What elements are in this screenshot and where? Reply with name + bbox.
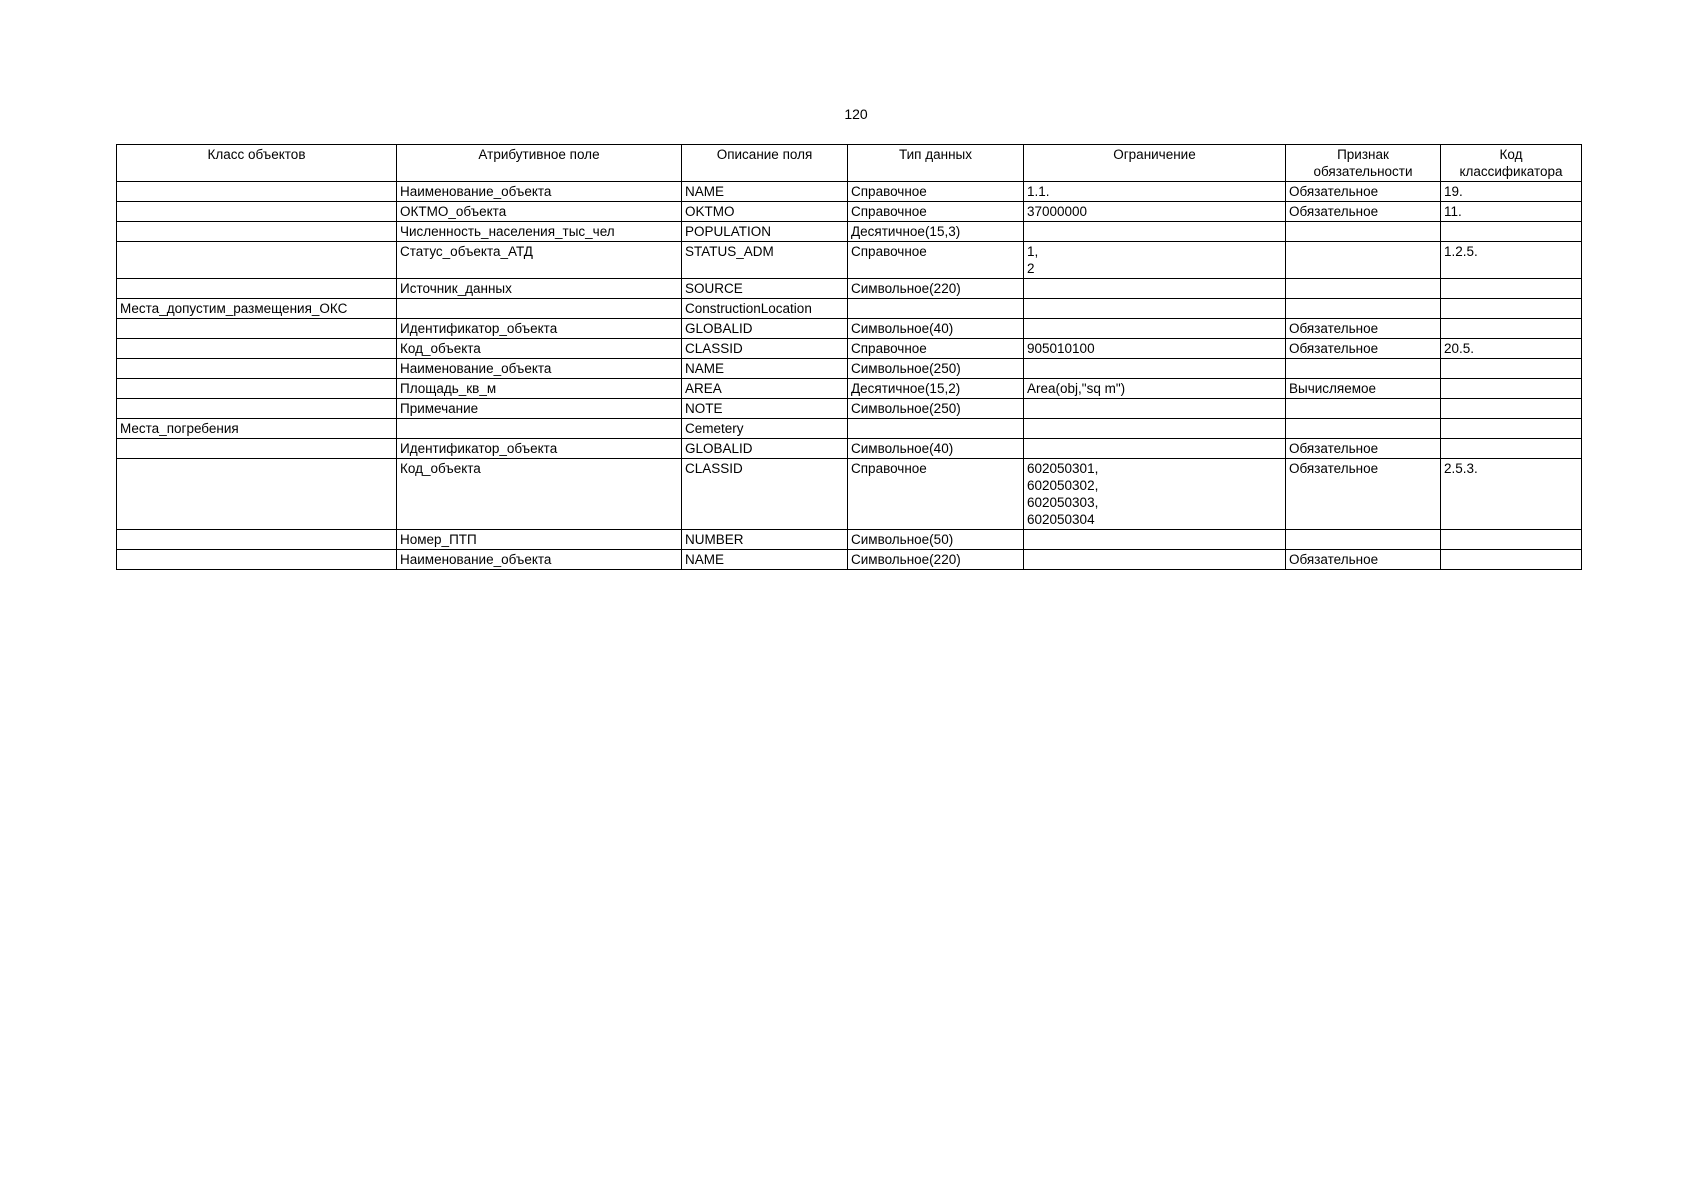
- field-description-cell: SOURCE: [682, 279, 848, 299]
- data-type-cell: Символьное(50): [848, 530, 1024, 550]
- constraint-cell: Area(obj,"sq m"): [1024, 379, 1286, 399]
- attribute-field-cell: [397, 419, 682, 439]
- constraint-cell: 1.1.: [1024, 182, 1286, 202]
- required-flag-cell: Обязательное: [1286, 339, 1441, 359]
- header-constraint: Ограничение: [1024, 145, 1286, 182]
- required-flag-cell: [1286, 279, 1441, 299]
- data-type-cell: Символьное(250): [848, 399, 1024, 419]
- attribute-field-cell: [397, 299, 682, 319]
- attribute-field-cell: Статус_объекта_АТД: [397, 242, 682, 279]
- attribute-field-cell: Код_объекта: [397, 459, 682, 530]
- field-description-cell: NAME: [682, 182, 848, 202]
- required-flag-cell: Обязательное: [1286, 319, 1441, 339]
- object-class-cell: [117, 530, 397, 550]
- required-flag-cell: [1286, 399, 1441, 419]
- field-description-cell: OKTMO: [682, 202, 848, 222]
- attribute-field-cell: Численность_населения_тыс_чел: [397, 222, 682, 242]
- attribute-field-cell: Идентификатор_объекта: [397, 319, 682, 339]
- classifier-code-cell: [1441, 399, 1582, 419]
- attribute-field-cell: ОКТМО_объекта: [397, 202, 682, 222]
- classifier-code-cell: [1441, 419, 1582, 439]
- required-flag-cell: Обязательное: [1286, 182, 1441, 202]
- data-type-cell: Символьное(220): [848, 279, 1024, 299]
- constraint-cell: [1024, 279, 1286, 299]
- data-type-cell: Справочное: [848, 182, 1024, 202]
- attribute-field-cell: Код_объекта: [397, 339, 682, 359]
- constraint-cell: 1, 2: [1024, 242, 1286, 279]
- header-field-description: Описание поля: [682, 145, 848, 182]
- field-description-cell: GLOBALID: [682, 319, 848, 339]
- table-row: [117, 439, 1582, 459]
- required-flag-cell: Обязательное: [1286, 202, 1441, 222]
- object-class-cell: [117, 339, 397, 359]
- attribute-field-cell: Площадь_кв_м: [397, 379, 682, 399]
- object-class-cell: [117, 399, 397, 419]
- data-type-cell: [848, 419, 1024, 439]
- page-number: 120: [844, 106, 868, 122]
- field-description-cell: NOTE: [682, 399, 848, 419]
- data-type-cell: [848, 299, 1024, 319]
- table-row: [117, 379, 1582, 399]
- classifier-code-cell: [1441, 359, 1582, 379]
- data-type-cell: Справочное: [848, 459, 1024, 530]
- required-flag-cell: Обязательное: [1286, 459, 1441, 530]
- constraint-cell: [1024, 222, 1286, 242]
- object-class-cell: [117, 359, 397, 379]
- object-class-cell: Места_допустим_размещения_ОКС: [117, 299, 397, 319]
- table-row: [117, 242, 1582, 279]
- required-flag-cell: Вычисляемое: [1286, 379, 1441, 399]
- classifier-code-cell: [1441, 319, 1582, 339]
- classifier-code-cell: 11.: [1441, 202, 1582, 222]
- attribute-field-cell: Примечание: [397, 399, 682, 419]
- table-row: [117, 550, 1582, 570]
- constraint-cell: 602050301, 602050302, 602050303, 602050304: [1024, 459, 1286, 530]
- attribute-field-cell: Наименование_объекта: [397, 182, 682, 202]
- table-row: [117, 339, 1582, 359]
- field-description-cell: AREA: [682, 379, 848, 399]
- table-row: [117, 202, 1582, 222]
- required-flag-cell: Обязательное: [1286, 439, 1441, 459]
- field-description-cell: Cemetery: [682, 419, 848, 439]
- table-row: [117, 279, 1582, 299]
- classifier-code-cell: [1441, 439, 1582, 459]
- object-class-cell: [117, 439, 397, 459]
- data-type-cell: Символьное(40): [848, 439, 1024, 459]
- required-flag-cell: [1286, 299, 1441, 319]
- constraint-cell: [1024, 419, 1286, 439]
- required-flag-cell: [1286, 359, 1441, 379]
- header-required-flag: Признак обязательности: [1286, 145, 1441, 182]
- classifier-code-cell: 19.: [1441, 182, 1582, 202]
- required-flag-cell: [1286, 222, 1441, 242]
- object-class-cell: [117, 202, 397, 222]
- constraint-cell: [1024, 319, 1286, 339]
- object-class-cell: [117, 319, 397, 339]
- classifier-code-cell: [1441, 222, 1582, 242]
- object-class-cell: [117, 550, 397, 570]
- data-type-cell: Справочное: [848, 202, 1024, 222]
- table-row: [117, 399, 1582, 419]
- data-type-cell: Десятичное(15,2): [848, 379, 1024, 399]
- object-class-cell: [117, 242, 397, 279]
- classifier-code-cell: [1441, 530, 1582, 550]
- constraint-cell: [1024, 399, 1286, 419]
- constraint-cell: 37000000: [1024, 202, 1286, 222]
- field-description-cell: GLOBALID: [682, 439, 848, 459]
- table-row: [117, 459, 1582, 530]
- object-class-cell: [117, 379, 397, 399]
- field-description-cell: STATUS_ADM: [682, 242, 848, 279]
- constraint-cell: [1024, 550, 1286, 570]
- object-class-cell: Места_погребения: [117, 419, 397, 439]
- object-class-cell: [117, 182, 397, 202]
- classifier-code-cell: 2.5.3.: [1441, 459, 1582, 530]
- field-description-cell: NAME: [682, 359, 848, 379]
- classifier-code-cell: [1441, 299, 1582, 319]
- classifier-code-cell: 1.2.5.: [1441, 242, 1582, 279]
- required-flag-cell: [1286, 530, 1441, 550]
- classifier-code-cell: [1441, 279, 1582, 299]
- data-type-cell: Справочное: [848, 242, 1024, 279]
- field-description-cell: NUMBER: [682, 530, 848, 550]
- attribute-field-cell: Наименование_объекта: [397, 359, 682, 379]
- data-type-cell: Символьное(40): [848, 319, 1024, 339]
- data-type-cell: Символьное(250): [848, 359, 1024, 379]
- field-description-cell: CLASSID: [682, 339, 848, 359]
- object-class-cell: [117, 459, 397, 530]
- classifier-code-cell: 20.5.: [1441, 339, 1582, 359]
- table-row: [117, 530, 1582, 550]
- field-description-cell: ConstructionLocation: [682, 299, 848, 319]
- attribute-field-cell: Источник_данных: [397, 279, 682, 299]
- object-class-cell: [117, 222, 397, 242]
- table-row: [117, 319, 1582, 339]
- data-type-cell: Десятичное(15,3): [848, 222, 1024, 242]
- data-type-cell: Символьное(220): [848, 550, 1024, 570]
- attribute-field-cell: Наименование_объекта: [397, 550, 682, 570]
- header-attribute-field: Атрибутивное поле: [397, 145, 682, 182]
- constraint-cell: [1024, 530, 1286, 550]
- attribute-field-cell: Номер_ПТП: [397, 530, 682, 550]
- table-row: [117, 299, 1582, 319]
- classifier-code-cell: [1441, 550, 1582, 570]
- classifier-code-cell: [1441, 379, 1582, 399]
- attribute-field-cell: Идентификатор_объекта: [397, 439, 682, 459]
- table-row: [117, 182, 1582, 202]
- table-row: [117, 419, 1582, 439]
- data-type-cell: Справочное: [848, 339, 1024, 359]
- object-class-cell: [117, 279, 397, 299]
- header-classifier-code: Код классификатора: [1441, 145, 1582, 182]
- header-data-type: Тип данных: [848, 145, 1024, 182]
- constraint-cell: [1024, 299, 1286, 319]
- required-flag-cell: [1286, 242, 1441, 279]
- attribute-table: [116, 144, 1582, 570]
- required-flag-cell: [1286, 419, 1441, 439]
- field-description-cell: CLASSID: [682, 459, 848, 530]
- required-flag-cell: Обязательное: [1286, 550, 1441, 570]
- table-row: [117, 222, 1582, 242]
- constraint-cell: 905010100: [1024, 339, 1286, 359]
- field-description-cell: NAME: [682, 550, 848, 570]
- constraint-cell: [1024, 359, 1286, 379]
- field-description-cell: POPULATION: [682, 222, 848, 242]
- table-row: [117, 359, 1582, 379]
- header-object-class: Класс объектов: [117, 145, 397, 182]
- constraint-cell: [1024, 439, 1286, 459]
- table-header-row: [117, 145, 1582, 182]
